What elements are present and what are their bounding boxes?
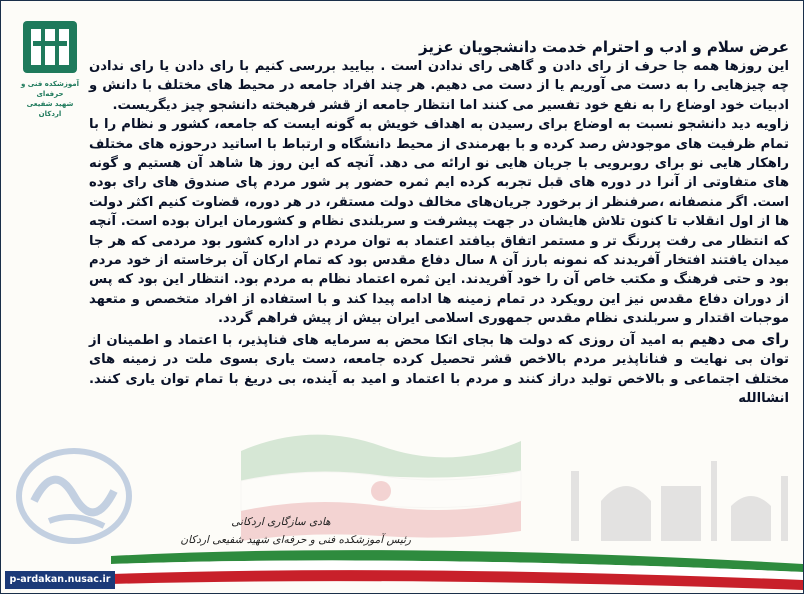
logo-caption-1: آموزشکده فنی و حرفه‌ای (20, 80, 80, 98)
salutation: عرض سلام و ادب و احترام خدمت دانشجویان عزیز (419, 38, 789, 56)
paragraph-2: زاویه دید دانشجو نسبت به اوضاع برای رسیدن به اهداف خویش به گونه ایست که جامعه، کشور و نظام را با تمام ظرفیت های موجودش رصد کرده و با بهرمندی از محیط دانشگاه و ارتباط با اساتید درحوزه های مختلف راهکار هایی نو برای روبرویی با جریان هایی نو ارائه می دهد. آنچه که این روز ها شاهد آن هستیم و گونه های متفاوتی از آنرا در دوره های قبل تجربه کرده ایم ثمره حضور پر شور مردم پای صندوق های رای بوده است. اگر منصفانه ،صرفنظر از برخورد جریان‌های مخالف دولت مستقر، در هر دوره، قضاوت کنیم اکثر دولت ها از اول انقلاب تا کنون تلاش هایشان در جهت پیشرفت و سربلندی نظام و کشورمان ایران بوده است. آنچه که انتظار می رفت پررنگ تر و مستمر اتفاق بیافتد اعتماد به توان مردم در اداره کشور بود مردمی که هر جا میدان یافتند افتخار آفریدند که نمونه بارز آن ۸ سال دفاع مقدس بود که تمام ارکان آن برخاسته از خود مردم بود و حتی فرهنگ و مکتب خاص آن را خود آفریدند. این ثمره اعتماد نظام به مردم بود. انتظار این بود که پس از دوران دفاع مقدس نیز این رویکرد در تمام زمینه ها ادامه پیدا کند و با استفاده از افراد متخصص و متعهد موجبات اقتدار و سربلندی نظام مقدس جمهوری اسلامی ایران بیش از پیش فراهم گردد. (89, 117, 789, 327)
logo-caption-2: شهید شفیعی اردکان (26, 100, 74, 118)
signature-title: رئیس آموزشکده فنی و حرفه‌ای شهید شفیعی اردکان (180, 534, 411, 546)
emblem-icon (19, 19, 81, 75)
calligraphy-stamp (9, 441, 139, 551)
skyline-watermark (561, 431, 801, 541)
paragraph-3 (89, 329, 789, 409)
emblem-logo (19, 19, 81, 118)
letter-body (89, 37, 789, 408)
paragraph-3-text: به امید آن روزی که دولت ها بجای اتکا محض به سرمایه های فناپذیر، با اعتماد و اطمینان از توان بی نهایت و فناناپذیر مردم بالاخص قشر تحصیل کرده جامعه، دست یاری بسوی ملت در زمینه های مختلف اجتماعی و بالاخص تولید دراز کنند و مردم با اعتماد و امید به آینده، بی دریغ با تمام توان یاری کنند. انشاالله (89, 332, 789, 406)
site-url: p-ardakan.nusac.ir (5, 571, 115, 589)
signature-block (151, 513, 411, 549)
paragraph-1: این روزها همه جا حرف از رای دادن و گاهی رای ندادن است . بیایید بررسی کنیم با رای دادن یا رای ندادن چه چیزهایی را به دست می آوریم یا از دست می دهیم. هر چند افراد جامعه در محیط های مختلف با دانش و ادبیات خود اوضاع را به نفع خود تفسیر می کنند اما انتظار جامعه از قشر فرهیخته دانشجو چیز دیگریست. (89, 59, 789, 113)
paragraph-3-lead: رای می دهیم (689, 329, 790, 348)
flag-ribbon (1, 546, 803, 594)
signature-name: هادی سازگاری اردکانی (231, 516, 331, 528)
